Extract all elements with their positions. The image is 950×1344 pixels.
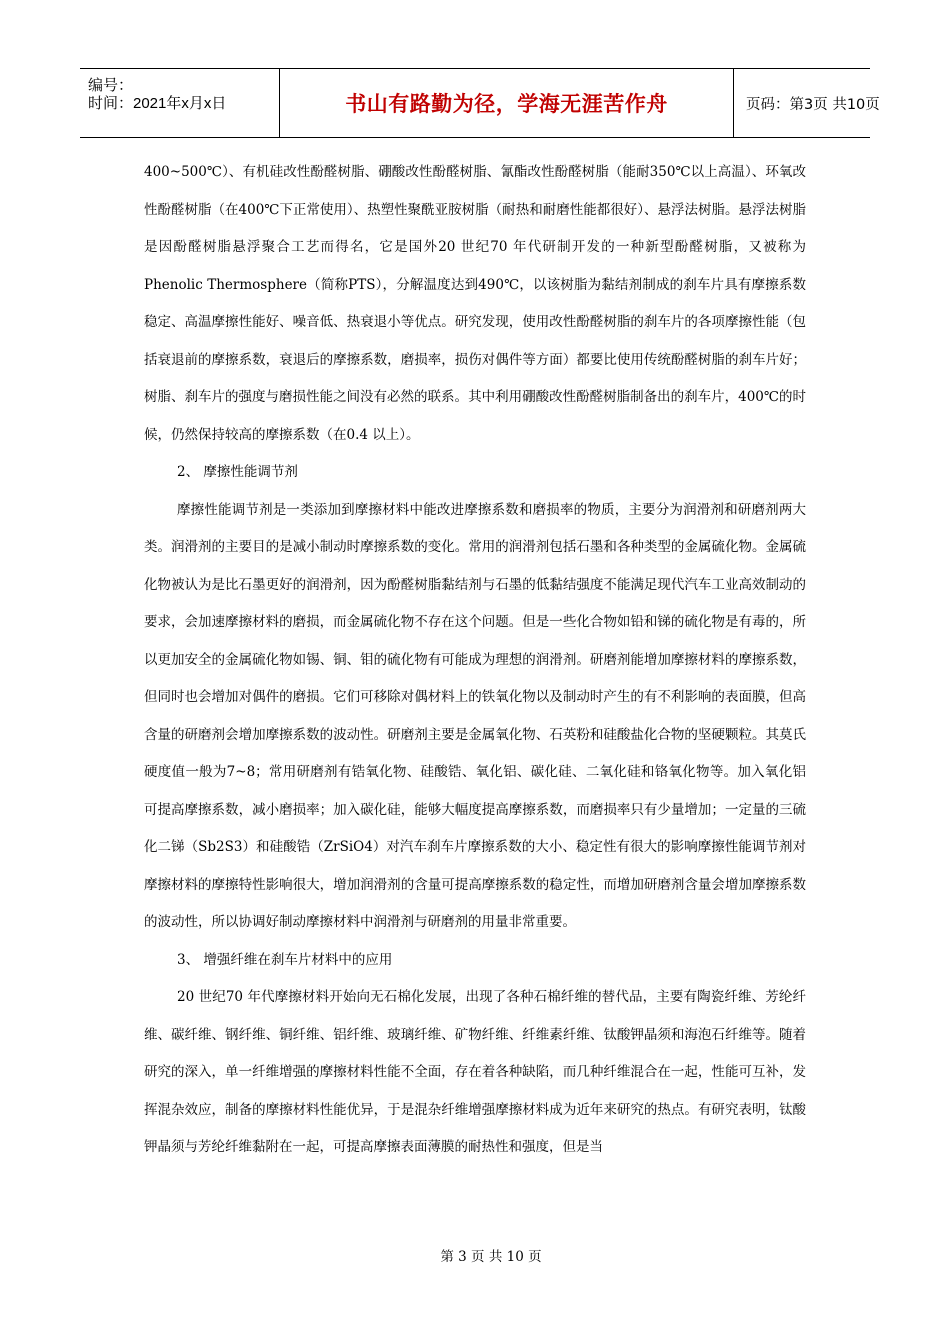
body-paragraph-reinforcing-fibers: 20 世纪70 年代摩擦材料开始向无石棉化发展，出现了各种石棉纤维的替代品，主要有陶瓷纤维、芳纶纤维、碳纤维、钢纤维、铜纤维、铝纤维、玻璃纤维、矿物纤维、纤维素纤维、钛酸钾晶须和海泡石纤维等。随着研究的深入，单一纤维增强的摩擦材料性能不全面，存在着各种缺陷，而几种纤维混合在一起，性能可互补，发挥混杂效应，制备的摩擦材料性能优异，于是混杂纤维增强摩擦材料成为近年来研究的热点。有研究表明，钛酸钾晶须与芳纶纤维黏附在一起，可提高摩擦表面薄膜的耐热性和强度，但是当 xyxy=(144,989,806,1155)
page-header xyxy=(80,68,880,138)
body-paragraph-friction-modifiers: 摩擦性能调节剂是一类添加到摩擦材料中能改进摩擦系数和磨损率的物质，主要分为润滑剂和研磨剂两大类。润滑剂的主要目的是减小制动时摩擦系数的变化。常用的润滑剂包括石墨和各种类型的金属硫化物。金属硫化物被认为是比石墨更好的润滑剂，因为酚醛树脂黏结剂与石墨的低黏结强度不能满足现代汽车工业高效制动的要求，会加速摩擦材料的磨损，而金属硫化物不存在这个问题。但是一些化合物如铅和锑的硫化物是有毒的，所以更加安全的金属硫化物如锡、铜、钼的硫化物有可能成为理想的润滑剂。研磨剂能增加摩擦材料的摩擦系数，但同时也会增加对偶件的磨损。它们可移除对偶材料上的铁氧化物以及制动时产生的有不利影响的表面膜，但高含量的研磨剂会增加摩擦系数的波动性。研磨剂主要是金属氧化物、石英粉和硅酸盐化合物的坚硬颗粒。其莫氏硬度值一般为7~8；常用研磨剂有锆氧化物、硅酸锆、氧化铝、碳化硅、二氧化硅和铬氧化物等。加入氧化铝可提高摩擦系数，减小磨损率；加入碳化硅，能够大幅度提高摩擦系数，而磨损率只有少量增加；一定量的三硫化二锑（Sb2S3）和硅酸锆（ZrSiO4）对汽车刹车片摩擦系数的大小、稳定性有很大的影响摩擦性能调节剂对摩擦材料的摩擦特性影响很大，增加润滑剂的含量可提高摩擦系数的稳定性，而增加研磨剂含量会增加摩擦系数的波动性，所以协调好制动摩擦材料中润滑剂与研磨剂的用量非常重要。 xyxy=(144,501,806,930)
page-footer xyxy=(0,1245,950,1265)
section-heading-reinforcing-fibers: 3、 增强纤维在刹车片材料中的应用 xyxy=(177,951,393,968)
document-time-label: 时间：2021年x月x日 xyxy=(88,95,227,112)
header-page-cell xyxy=(734,69,880,137)
header-motto: 书山有路勤为径，学海无涯苦作舟 xyxy=(345,92,668,116)
header-meta-cell xyxy=(80,69,280,137)
footer-page-number: 第 3 页 共 10 页 xyxy=(440,1249,542,1265)
document-body xyxy=(144,154,806,1167)
header-page-info: 页码：第3页 共10页 xyxy=(746,96,880,113)
section-heading-friction-modifiers: 2、 摩擦性能调节剂 xyxy=(177,464,298,480)
header-motto-cell xyxy=(280,69,734,137)
body-paragraph-continuation: 400~500℃）、有机硅改性酚醛树脂、硼酸改性酚醛树脂、氰酯改性酚醛树脂（能耐350℃以上高温）、环氧改性酚醛树脂（在400℃下正常使用）、热塑性聚酰亚胺树脂（耐热和耐磨性能都很好）、悬浮法树脂。悬浮法树脂是因酚醛树脂悬浮聚合工艺而得名，它是国外20 世纪70 年代研制开发的一种新型酚醛树脂，又被称为Phenolic Thermosphere（简称PTS），分解温度达到490℃，以该树脂为黏结剂制成的刹车片具有摩擦系数稳定、高温摩擦性能好、噪音低、热衰退小等优点。研究发现，使用改性酚醛树脂的刹车片的各项摩擦性能（包括衰退前的摩擦系数，衰退后的摩擦系数，磨损率，损伤对偶件等方面）都要比使用传统酚醛树脂的刹车片好；树脂、刹车片的强度与磨损性能之间没有必然的联系。其中利用硼酸改性酚醛树脂制备出的刹车片，400℃的时候，仍然保持较高的摩擦系数（在0.4 以上）。 xyxy=(144,164,806,443)
document-number-label: 编号： xyxy=(88,77,134,94)
